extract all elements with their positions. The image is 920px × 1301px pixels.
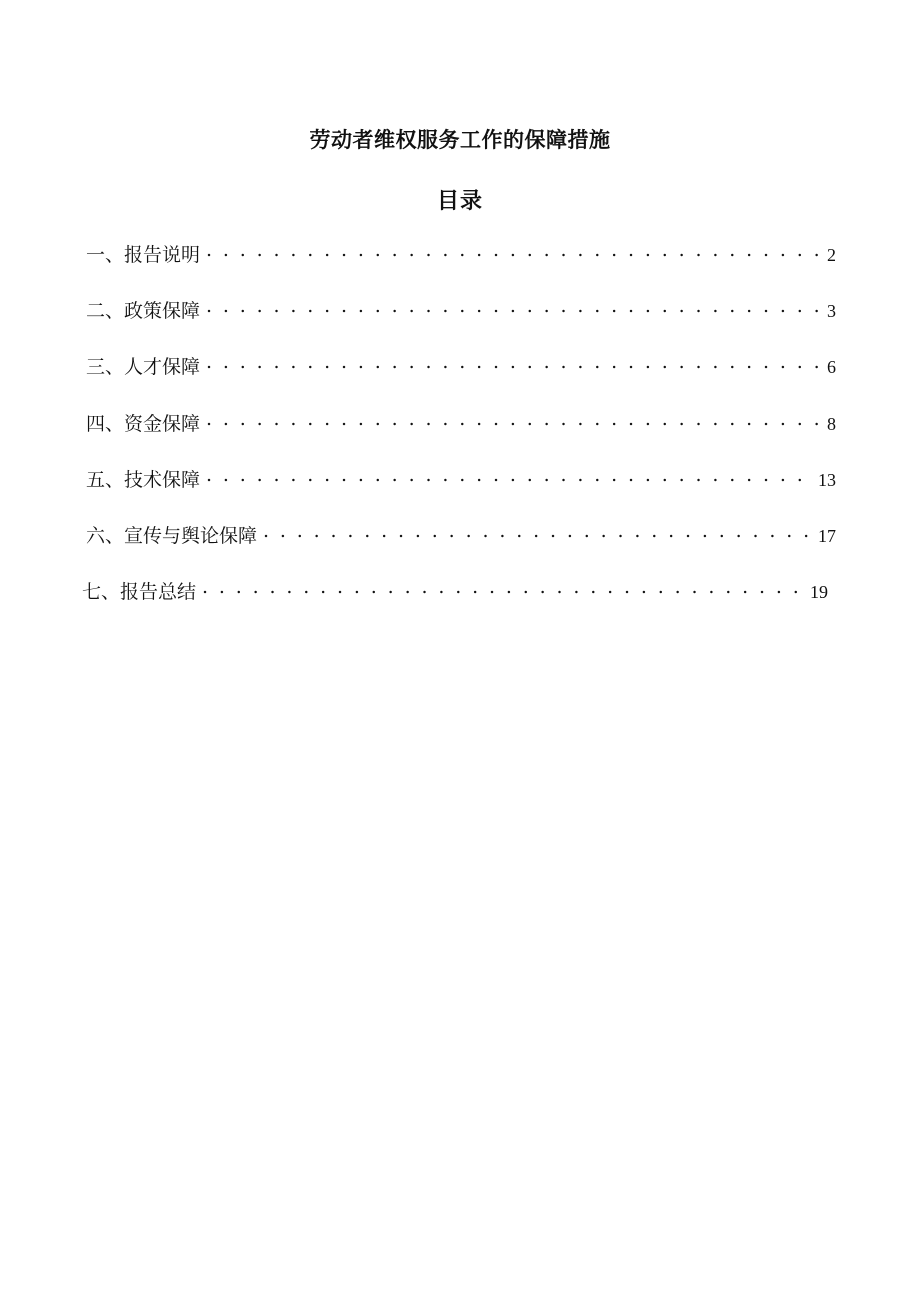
toc-entry-publicity-guarantee[interactable] [86,521,836,577]
table-of-contents [82,240,836,633]
toc-entry-label: 四、资金保障 [86,412,201,435]
toc-heading: 目录 [436,188,483,214]
toc-entry-label: 六、宣传与舆论保障 [86,524,258,547]
toc-dot-leader [206,242,821,261]
toc-entry-report-description[interactable] [86,240,836,296]
toc-entry-report-summary[interactable] [82,577,828,633]
toc-entry-page-number: 13 [818,469,836,490]
toc-dot-leader [206,298,821,317]
toc-dot-leader [206,467,812,486]
toc-entry-funding-guarantee[interactable] [86,409,836,465]
toc-entry-label: 七、报告总结 [82,581,197,604]
toc-entry-talent-guarantee[interactable] [86,352,836,408]
toc-entry-label: 一、报告说明 [86,244,201,266]
toc-entry-technology-guarantee[interactable] [86,465,836,521]
toc-entry-page-number: 3 [827,301,836,322]
toc-dot-leader [206,354,821,373]
toc-entry-page-number: 6 [827,357,836,378]
toc-entry-page-number: 2 [827,245,836,265]
toc-entry-page-number: 8 [827,413,836,434]
toc-entry-page-number: 19 [810,582,828,603]
toc-dot-leader [202,579,804,598]
toc-entry-policy-guarantee[interactable] [86,296,836,352]
toc-dot-leader [206,411,821,430]
toc-entry-page-number: 17 [818,525,836,546]
toc-entry-label: 三、人才保障 [86,356,201,379]
document-title: 劳动者维权服务工作的保障措施 [309,127,611,152]
toc-entry-label: 二、政策保障 [86,300,201,323]
toc-dot-leader [263,523,812,542]
toc-entry-label: 五、技术保障 [86,468,201,491]
